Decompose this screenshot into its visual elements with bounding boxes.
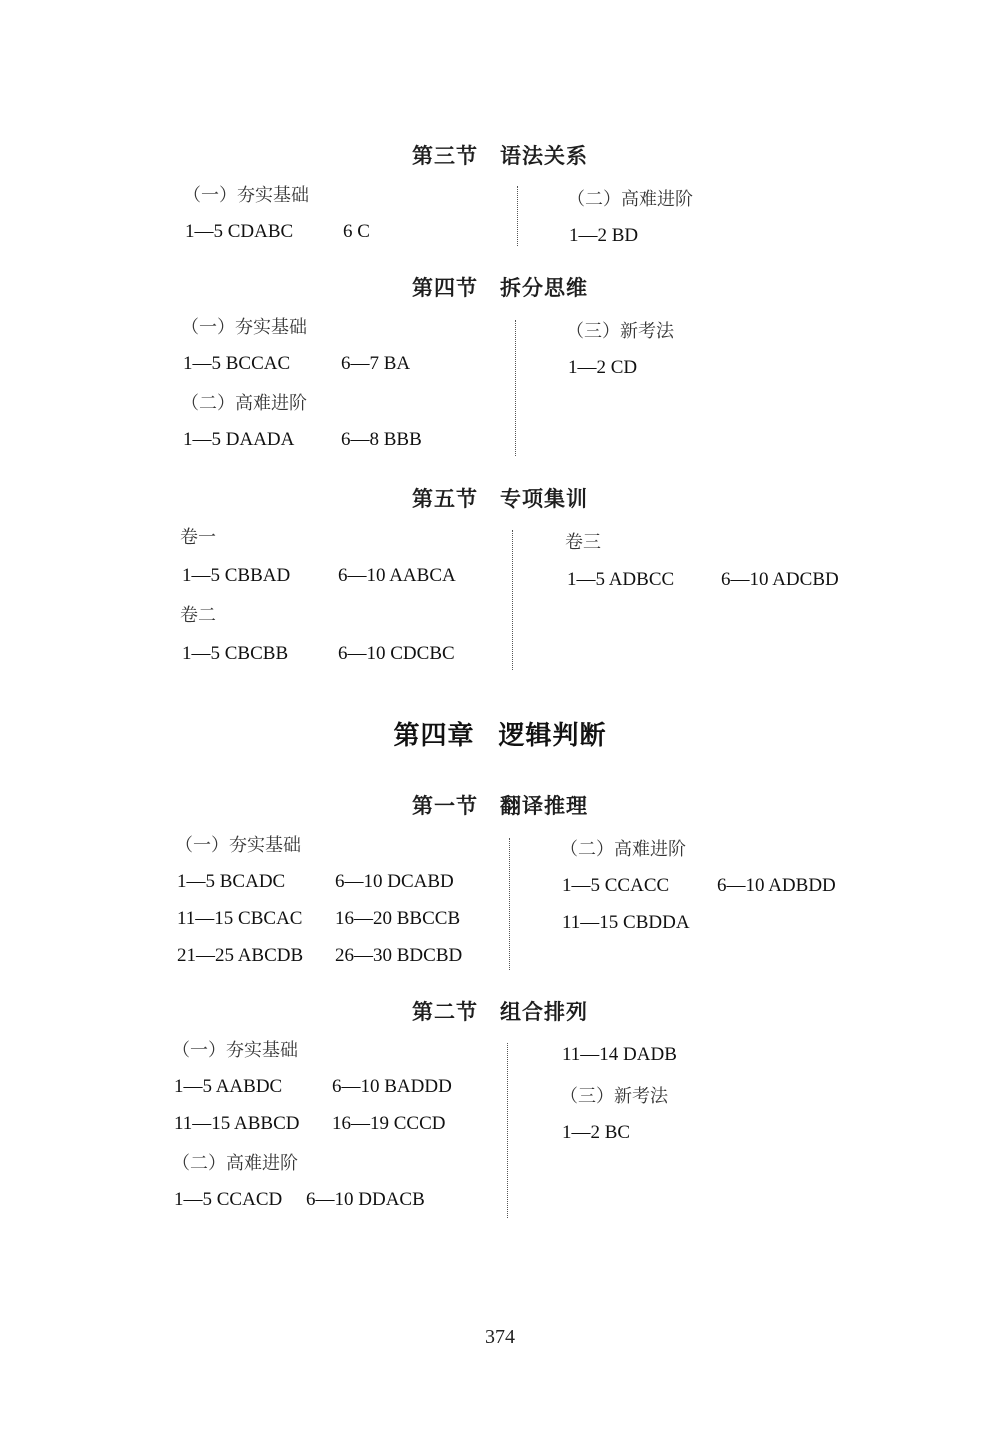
- answer-row: [175, 943, 495, 969]
- ch4-s2-right-column: [560, 1042, 960, 1146]
- s5-right-column: [565, 530, 965, 593]
- answer-row: [172, 1074, 492, 1100]
- answer-range: 6—10 BADDD: [332, 1076, 452, 1097]
- subsection-label: （三）新考法: [566, 321, 674, 342]
- answer-range: 26—30 BDCBD: [335, 945, 463, 966]
- subsection-label: （一）夯实基础: [172, 1040, 298, 1061]
- answer-range: 6—10 CDCBC: [338, 643, 455, 664]
- answer-range: 21—25 ABCDB: [177, 945, 304, 966]
- ch4-s2-left-column: [172, 1038, 492, 1213]
- subsection-label: 卷一: [180, 527, 216, 548]
- answer-row: [180, 641, 500, 667]
- chapter-title: 逻辑判断: [498, 721, 607, 751]
- section-title: 翻译推理: [500, 794, 588, 818]
- answer-range: 16—20 BBCCB: [335, 908, 461, 929]
- answer-range: 1—5 AABDC: [174, 1076, 283, 1097]
- column-divider: [515, 320, 516, 456]
- subsection-label: （一）夯实基础: [181, 317, 307, 338]
- answer-range: 1—5 BCADC: [177, 871, 286, 892]
- answer-range: 1—5 BCCAC: [183, 353, 291, 374]
- answer-row: [172, 1111, 492, 1137]
- subsection-label: （一）夯实基础: [183, 185, 309, 206]
- answer-range: 6—8 BBB: [341, 429, 422, 450]
- section-heading-ch4-s2: [0, 996, 1000, 1026]
- s4-right-column: [566, 319, 946, 381]
- answer-row: [180, 563, 500, 589]
- answer-range: 6—10 DCABD: [335, 871, 454, 892]
- section-number: 第三节: [412, 144, 478, 168]
- section-title: 语法关系: [500, 144, 588, 168]
- answer-range: 6—10 AABCA: [338, 565, 456, 586]
- ch4-s1-right-column: [560, 837, 960, 936]
- answer-range: 1—2 BD: [569, 225, 639, 246]
- answer-row: [560, 1042, 960, 1068]
- column-divider: [517, 186, 518, 246]
- subsection-label: （二）高难进阶: [172, 1153, 298, 1174]
- answer-row: [560, 1120, 960, 1146]
- answer-row: [560, 910, 960, 936]
- answer-range: 16—19 CCCD: [332, 1113, 446, 1134]
- ch4-s1-left-column: [175, 833, 495, 969]
- section-title: 专项集训: [500, 487, 588, 511]
- answer-range: 1—5 CCACC: [562, 875, 670, 896]
- answer-range: 1—5 ADBCC: [567, 569, 675, 590]
- section-number: 第二节: [412, 1000, 478, 1024]
- answer-row: [565, 567, 965, 593]
- chapter-heading: [0, 715, 1000, 752]
- subsection-label: 卷二: [180, 605, 216, 626]
- answer-range: 1—5 CDABC: [185, 221, 294, 242]
- answer-range: 6 C: [343, 221, 370, 242]
- answer-range: 11—15 CBCAC: [177, 908, 303, 929]
- section-number: 第一节: [412, 794, 478, 818]
- section-heading-s3: [0, 140, 1000, 170]
- answer-range: 6—10 DDACB: [306, 1189, 425, 1210]
- column-divider: [509, 838, 510, 970]
- answer-range: 11—14 DADB: [562, 1044, 677, 1065]
- answer-range: 1—5 CBCBB: [182, 643, 289, 664]
- answer-range: 11—15 ABBCD: [174, 1113, 300, 1134]
- answer-row: [175, 906, 495, 932]
- answer-range: 1—5 DAADA: [183, 429, 295, 450]
- answer-row: [172, 1187, 492, 1213]
- page-number: 374: [485, 1326, 515, 1348]
- chapter-number: 第四章: [393, 721, 475, 751]
- answer-row: [566, 355, 946, 381]
- answer-range: 6—10 ADCBD: [721, 569, 839, 590]
- answer-row: [175, 869, 495, 895]
- answer-row: [181, 427, 501, 453]
- answer-row: [560, 873, 960, 899]
- answer-range: 6—7 BA: [341, 353, 411, 374]
- answer-range: 1—5 CCACD: [174, 1189, 283, 1210]
- section-number: 第四节: [412, 276, 478, 300]
- subsection-label: （三）新考法: [560, 1086, 668, 1107]
- subsection-label: 卷三: [565, 532, 601, 553]
- column-divider: [512, 530, 513, 670]
- s4-left-column: [181, 315, 501, 453]
- answer-range: 6—10 ADBDD: [717, 875, 836, 896]
- answer-range: 1—2 CD: [568, 357, 638, 378]
- section-heading-s5: [0, 483, 1000, 513]
- s3-left-column: [183, 183, 503, 245]
- answer-range: 1—2 BC: [562, 1122, 631, 1143]
- section-title: 组合排列: [500, 1000, 588, 1024]
- answer-row: [183, 219, 503, 245]
- answer-range: 11—15 CBDDA: [562, 912, 690, 933]
- column-divider: [507, 1043, 508, 1218]
- section-heading-s4: [0, 272, 1000, 302]
- subsection-label: （一）夯实基础: [175, 835, 301, 856]
- answer-row: [181, 351, 501, 377]
- s3-right-column: [567, 187, 947, 249]
- answer-range: 1—5 CBBAD: [182, 565, 291, 586]
- subsection-label: （二）高难进阶: [560, 839, 686, 860]
- subsection-label: （二）高难进阶: [181, 393, 307, 414]
- answer-row: [567, 223, 947, 249]
- section-title: 拆分思维: [500, 276, 588, 300]
- section-heading-ch4-s1: [0, 790, 1000, 820]
- section-number: 第五节: [412, 487, 478, 511]
- s5-left-column: [180, 525, 500, 667]
- subsection-label: （二）高难进阶: [567, 189, 693, 210]
